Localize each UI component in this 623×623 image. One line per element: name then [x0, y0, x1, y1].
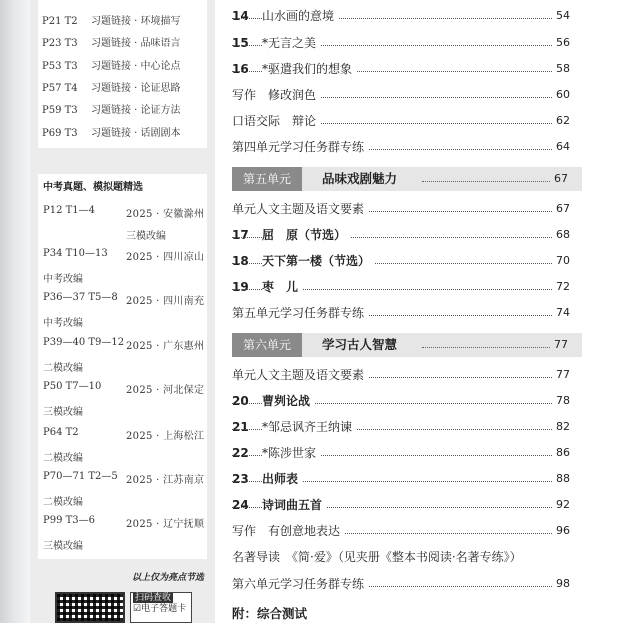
exam-section-title: 中考真题、模拟题精选 [43, 182, 143, 193]
reading-guide[interactable]: 名著导读 《简·爱》（见夹册《整本书阅读·名著专练》） [232, 549, 582, 565]
scan-label: 扫码查收 [135, 593, 172, 603]
sidebar [30, 0, 215, 623]
unit-name: 学习古人智慧 [322, 333, 401, 357]
appendix-heading[interactable]: 附：综合测试 [232, 606, 308, 621]
toc-entry[interactable]: 口语交际 辩论 62 [232, 114, 570, 128]
toc-entry[interactable]: 写作 修改润色 60 [232, 88, 570, 102]
exercise-link: P53 T3 习题链接 · 中心论点 [42, 61, 181, 72]
toc-entry[interactable]: 18 天下第一楼（节选） 70 [232, 254, 570, 268]
toc-entry[interactable]: 21 *邹忌讽齐王纳谏 82 [232, 420, 570, 434]
toc-entry[interactable]: 16 *驱遣我们的想象 58 [232, 62, 570, 76]
unit-header[interactable] [232, 333, 582, 357]
toc-entry[interactable]: 23 出师表 88 [232, 472, 570, 486]
page-gutter [0, 0, 30, 623]
scan-box [130, 592, 192, 623]
toc-entry[interactable]: 20 曹刿论战 78 [232, 394, 570, 408]
unit-page: 67 [551, 167, 568, 191]
table-of-contents [232, 0, 582, 623]
unit-tag: 第六单元 [232, 333, 302, 357]
exercise-link: P69 T3 习题链接 · 话剧剧本 [42, 128, 181, 139]
toc-entry[interactable]: 第六单元学习任务群专练 98 [232, 577, 570, 591]
toc-entry[interactable]: 15 *无言之美 56 [232, 36, 570, 50]
exercise-link: P57 T4 习题链接 · 论证思路 [42, 83, 181, 94]
toc-entry[interactable]: 19 枣 儿 72 [232, 280, 570, 294]
toc-entry[interactable]: 14 山水画的意境 54 [232, 9, 570, 23]
toc-entry[interactable]: 17 屈 原（节选） 68 [232, 228, 570, 242]
footnote: 以上仅为亮点节选 [132, 573, 205, 583]
exercise-link: P21 T2 习题链接 · 环境描写 [42, 16, 181, 27]
toc-entry[interactable]: 单元人文主题及语文要素 67 [232, 202, 570, 216]
qr-code-icon[interactable] [55, 592, 125, 623]
exam-selection-box: 中考真题、模拟题精选 P12 T1—4 2025 · 安徽滁州 三模改编 P34 T10—13 2025 · 四川凉山 中考改编 P36—37 T5—8 2025 · 四川南充 中考改编 P39—40 T9—12 2025 · 广东惠州 二模改编 P50 T7—10 2025 · 河北保定 三模改编 P64 T2 2025 · 上海松江 二模改编 P70—71 T2—5 2025 · 江苏南京 二模改编 P99 T3—6 2025 · 辽宁抚顺 三模改编 [38, 174, 207, 559]
toc-entry[interactable]: 单元人文主题及语文要素 77 [232, 368, 570, 382]
exercise-links-box [38, 0, 207, 148]
exercise-link: P23 T3 习题链接 · 品味语言 [42, 38, 181, 49]
answer-card-label: ☑电子答题卡 [133, 604, 187, 614]
toc-entry[interactable]: 第四单元学习任务群专练 64 [232, 140, 570, 154]
unit-header[interactable] [232, 167, 582, 191]
toc-entry[interactable]: 写作 有创意地表达 96 [232, 524, 570, 538]
unit-name: 品味戏剧魅力 [322, 167, 401, 191]
toc-entry[interactable]: 第五单元学习任务群专练 74 [232, 306, 570, 320]
toc-entry[interactable]: 24 诗词曲五首 92 [232, 498, 570, 512]
exercise-link: P59 T3 习题链接 · 论证方法 [42, 105, 181, 116]
unit-page: 77 [551, 333, 568, 357]
toc-entry[interactable]: 22 *陈涉世家 86 [232, 446, 570, 460]
unit-tag: 第五单元 [232, 167, 302, 191]
